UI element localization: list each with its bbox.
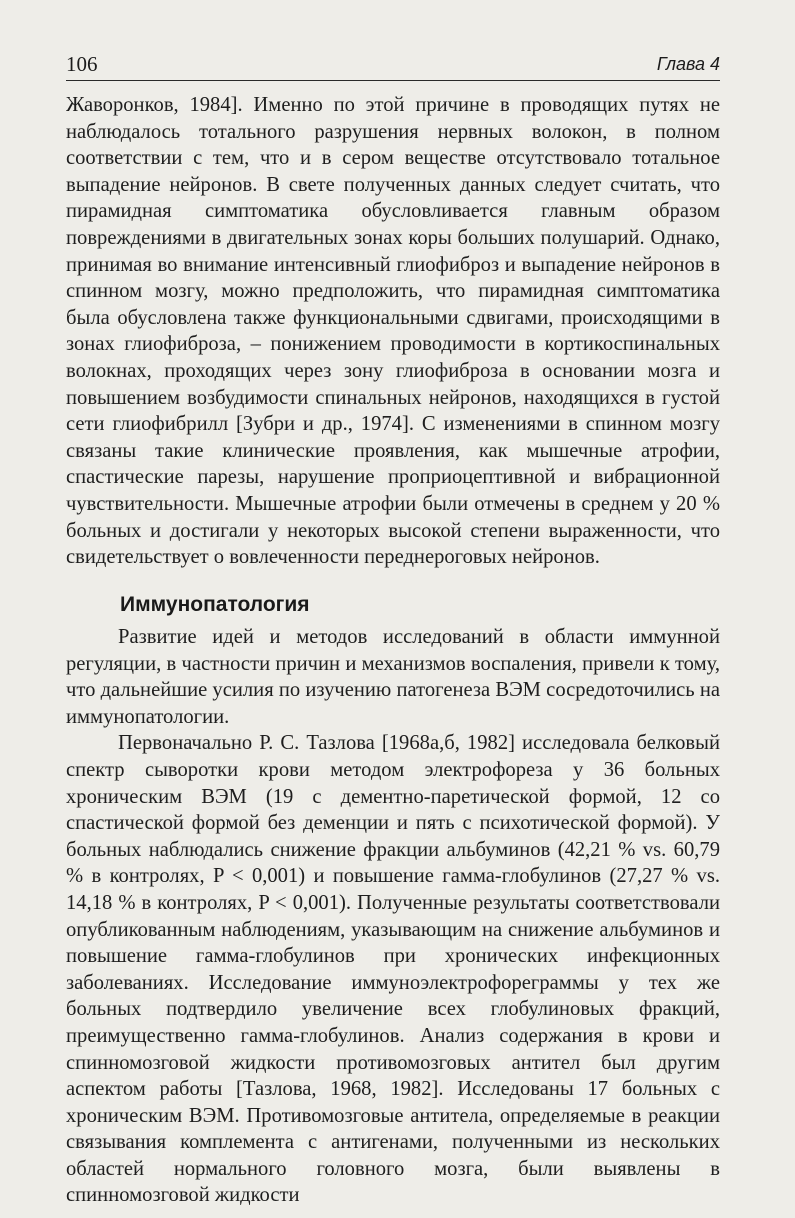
section-heading: Иммунопатология xyxy=(120,593,310,616)
running-header xyxy=(66,52,720,82)
page-number: 106 xyxy=(66,52,98,76)
paragraph-intro: Развитие идей и методов исследований в области иммунной регуляции, в частности причин и механизмов воспаления, привели к тому, что дальнейшие усилия по изучению патогенеза ВЭМ сосредоточились на иммунопатологии. xyxy=(66,626,720,728)
main-text-block xyxy=(66,92,720,571)
chapter-title: Глава 4 xyxy=(656,54,720,74)
section-text-block xyxy=(66,624,720,1209)
paragraph-research: Первоначально Р. С. Тазлова [1968а,б, 1982] исследовала белковый спектр сыворотки крови методом электрофореза у 36 больных хроническим ВЭМ (19 с дементно-паретической формой, 12 со спастической формой без деменции и пять с психотической формой). У больных наблюдались снижение фракции альбуминов (42,21 % vs. 60,79 % в контролях, P < 0,001) и повышение гамма-глобулинов (27,27 % vs. 14,18 % в контролях, P < 0,001). Полученные результаты соответствовали опубликованным наблюдениям, указывающим на снижение альбуминов и повышение гамма-глобулинов при хронических инфекционных заболеваниях. Исследование иммуноэлектрофореграммы у тех же больных подтвердило увеличение всех глобулиновых фракций, преимущественно гамма-глобулинов. Анализ содержания в крови и спинномозговой жидкости противомозговых антител был другим аспектом работы [Тазлова, 1968, 1982]. Исследованы 17 больных с хроническим ВЭМ. Противомозговые антитела, определяемые в реакции связывания комплемента с антигенами, полученными из нескольких областей нормального головного мозга, были выявлены в спинномозговой жидкости xyxy=(66,732,720,1207)
header-divider xyxy=(66,80,720,81)
paragraph-continuation: Жаворонков, 1984]. Именно по этой причине в проводящих путях не наблюдалось тотального разрушения нервных волокон, в полном соответствии с тем, что и в сером веществе отсутствовало тотальное выпадение нейронов. В свете полученных данных следует считать, что пирамидная симптоматика обусловливается главным образом повреждениями в двигательных зонах коры больших полушарий. Однако, принимая во внимание интенсивный глиофиброз и выпадение нейронов в спинном мозгу, можно предположить, что пирамидная симптоматика была обусловлена также функциональными сдвигами, происходящими в зонах глиофиброза, – понижением проводимости в кортикоспинальных волокнах, проходящих через зону глиофиброза в основании мозга и повышением возбудимости спинальных нейронов, находящихся в густой сети глиофибрилл [Зубри и др., 1974]. С изменениями в спинном мозгу связаны такие клинические проявления, как мышечные атрофии, спастические парезы, нарушение проприоцептивной и вибрационной чувствительности. Мышечные атрофии были отмечены в среднем у 20 % больных и достигали у некоторых высокой степени выраженности, что свидетельствует о вовлеченности переднероговых нейронов. xyxy=(66,94,720,569)
